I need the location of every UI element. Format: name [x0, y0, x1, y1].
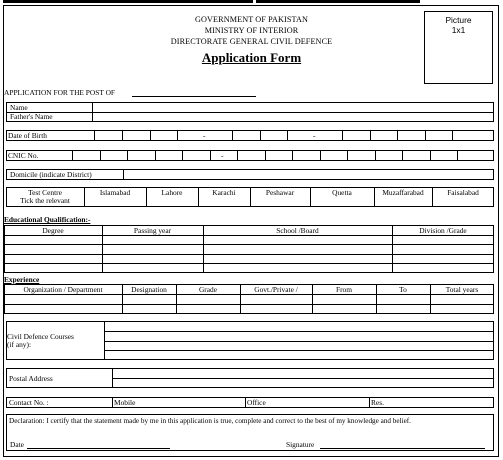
signature-input-line[interactable] — [320, 448, 485, 449]
declaration-text: Declaration: I certify that the statement made by me in this application is true, complete and correct to the best of my knowledge and belief. — [9, 417, 411, 425]
picture-size: 1x1 — [451, 25, 466, 35]
experience-col-from: From — [335, 285, 352, 294]
test-centre-islamabad[interactable]: Islamabad — [99, 188, 131, 197]
education-col-division-grade: Division /Grade — [419, 226, 467, 235]
domicile-label: Domicile (indicate District) — [10, 170, 92, 179]
experience-entry-area[interactable] — [5, 295, 493, 313]
education-col-passing-year: Passing year — [133, 226, 172, 235]
experience-col-organization: Organization / Department — [23, 285, 103, 294]
experience-col-grade: Grade — [198, 285, 218, 294]
date-input-line[interactable] — [27, 448, 170, 449]
post-input-line[interactable] — [132, 96, 256, 97]
cnic-label: CNIC No. — [8, 151, 39, 160]
res-field[interactable] — [390, 398, 493, 407]
education-section-title: Educational Qualification:- — [4, 215, 91, 224]
courses-label: Civil Defence Courses — [7, 332, 74, 341]
father-name-label: Father's Name — [10, 112, 53, 121]
experience-col-designation: Designation — [131, 285, 167, 294]
courses-field[interactable] — [105, 322, 493, 359]
dob-field[interactable] — [95, 131, 493, 140]
experience-section-title: Experience — [4, 275, 40, 284]
postal-address-label: Postal Address — [9, 374, 53, 383]
cnic-dash: - — [221, 151, 224, 160]
picture-box[interactable] — [424, 11, 493, 84]
test-centre-karachi[interactable]: Karachi — [212, 188, 236, 197]
header-government: GOVERNMENT OF PAKISTAN — [195, 15, 308, 24]
top-border-right — [256, 0, 420, 3]
experience-col-total-years: Total years — [445, 285, 479, 294]
header-directorate: DIRECTORATE GENERAL CIVIL DEFENCE — [170, 37, 333, 46]
name-label: Name — [10, 103, 28, 112]
test-centre-faisalabad[interactable]: Faisalabad — [447, 188, 479, 197]
res-label: Res. — [371, 398, 384, 407]
office-label: Office — [247, 398, 266, 407]
contact-no-label: Contact No. : — [9, 398, 49, 407]
experience-col-govt-private: Govt./Private / — [254, 285, 298, 294]
office-field[interactable] — [272, 398, 368, 407]
courses-label-hint: (if any): — [7, 340, 32, 349]
postal-address-field[interactable] — [113, 369, 493, 387]
date-label: Date — [10, 440, 24, 449]
test-centre-peshawar[interactable]: Peshawar — [265, 188, 295, 197]
education-col-degree: Degree — [42, 226, 64, 235]
cnic-field[interactable] — [73, 151, 493, 160]
father-name-field[interactable] — [93, 113, 493, 122]
signature-label: Signature — [286, 440, 315, 449]
dob-dash-2: - — [313, 131, 316, 140]
domicile-field[interactable] — [124, 170, 493, 179]
experience-col-to: To — [399, 285, 407, 294]
dob-dash-1: - — [203, 131, 206, 140]
test-centre-label: Test Centre — [28, 188, 62, 197]
education-col-school-board: School /Board — [276, 226, 319, 235]
test-centre-quetta[interactable]: Quetta — [332, 188, 352, 197]
header-ministry: MINISTRY OF INTERIOR — [204, 26, 299, 35]
education-entry-area[interactable] — [5, 236, 493, 272]
name-field[interactable] — [93, 103, 493, 112]
post-label: APPLICATION FOR THE POST OF — [4, 88, 116, 97]
test-centre-hint: Tick the relevant — [20, 196, 70, 205]
picture-label: Picture — [445, 15, 472, 25]
dob-label: Date of Birth — [8, 131, 47, 140]
mobile-field[interactable] — [140, 398, 244, 407]
top-border-left — [3, 0, 253, 3]
form-title: Application Form — [201, 50, 302, 65]
mobile-label: Mobile — [114, 398, 136, 407]
test-centre-lahore[interactable]: Lahore — [161, 188, 183, 197]
test-centre-muzaffarabad[interactable]: Muzaffarabad — [382, 188, 424, 197]
